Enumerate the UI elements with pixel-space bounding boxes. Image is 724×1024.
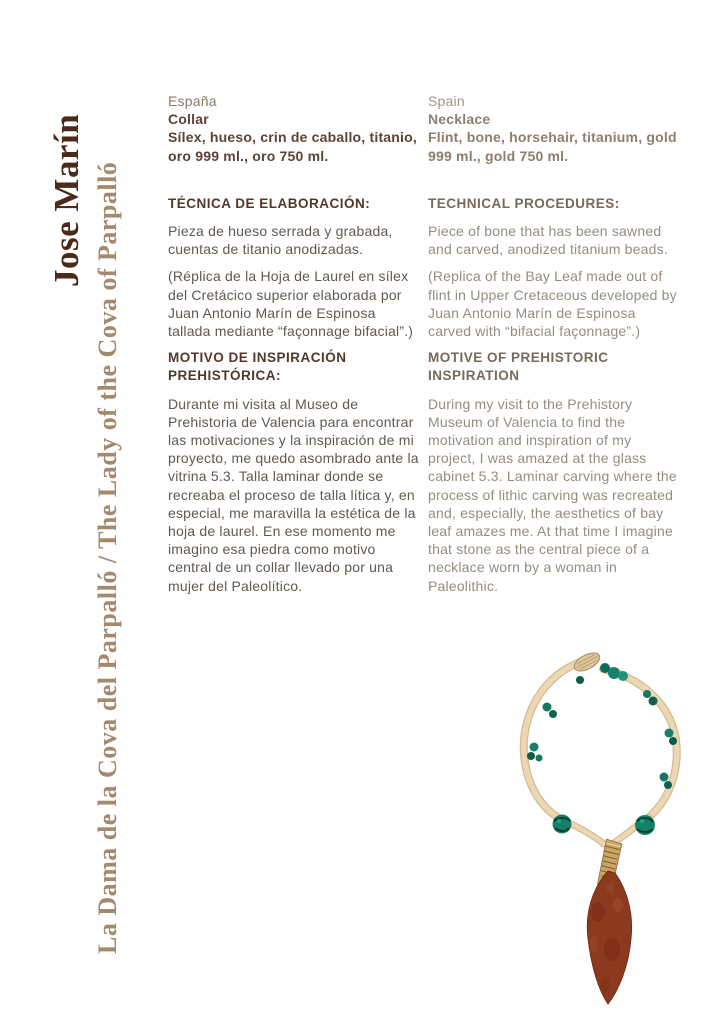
technique-heading-en: TECHNICAL PROCEDURES: — [428, 195, 620, 211]
series-title-vertical: La Dama de la Cova del Parpalló / The Lady of the Cova of Parpalló — [93, 161, 122, 954]
technique-paragraph-es: Pieza de hueso serrada y grabada, cuentas de titanio anodizadas. — [168, 223, 393, 258]
necklace-photo — [490, 650, 724, 1024]
technique-paragraph-en: Piece of bone that has been sawned and carved, anodized titanium beads. — [428, 223, 668, 258]
column-english — [428, 92, 682, 595]
motive-heading-es: MOTIVO DE INSPIRACIÓN PREHISTÓRICA: — [168, 350, 347, 384]
replica-note-es: (Réplica de la Hoja de Laurel en sílex del Cretácico superior elaborada por Juan Antonio Marín de Espinosa tallada mediante “façonnage bifacial”.) — [168, 268, 414, 340]
intro-block-en — [428, 92, 682, 165]
clasp-toggle — [571, 650, 602, 675]
materials-en: Flint, bone, horsehair, titanium, gold 999 ml., gold 750 ml. — [428, 129, 677, 164]
replica-note-en: (Replica of the Bay Leaf made out of flint in Upper Cretaceous developed by Juan Antonio Marín de Espinosa carved with “bifacial façonnage”.) — [428, 268, 677, 340]
flint-leaf-pendant — [587, 871, 631, 1004]
piece-type-es: Collar — [168, 111, 209, 128]
malachite-bead-left — [553, 815, 572, 834]
intro-block-es — [168, 92, 422, 165]
necklace-cord — [524, 661, 677, 844]
column-spanish — [168, 92, 422, 595]
motive-paragraph-es: Durante mi visita al Museo de Prehistoria de Valencia para encontrar las motivaciones y la inspiración de mi proyecto, me quedo asombrado ante la vitrina 5.3. Talla laminar donde se recreaba el proceso de talla lítica y, en especial, me maravilla la estética de la hoja de laurel. En ese momento me imagino esa piedra como motivo central de un collar llevado por una mujer del Paleolítico. — [168, 395, 419, 594]
malachite-bead-right — [635, 815, 655, 835]
technique-heading-es: TÉCNICA DE ELABORACIÓN: — [168, 195, 371, 211]
country-label-es: España — [168, 93, 217, 109]
country-label-en: Spain — [428, 93, 465, 109]
piece-type-en: Necklace — [428, 111, 491, 128]
motive-paragraph-en: During my visit to the Prehistory Museum of Valencia to find the motivation and inspiration of my project, I was amazed at the glass cabinet 5.3. Laminar carving where the process of lithic carving was recreated and, especially, the aesthetics of bay leaf amazes me. At that time I imagine that stone as the central piece of a necklace worn by a woman in Paleolithic. — [428, 395, 677, 594]
artist-name-vertical: Jose Marín — [47, 113, 86, 287]
materials-es: Sílex, hueso, crin de caballo, titanio, oro 999 ml., oro 750 ml. — [168, 129, 417, 164]
motive-heading-en: MOTIVE OF PREHISTORIC INSPIRATION — [428, 350, 609, 384]
